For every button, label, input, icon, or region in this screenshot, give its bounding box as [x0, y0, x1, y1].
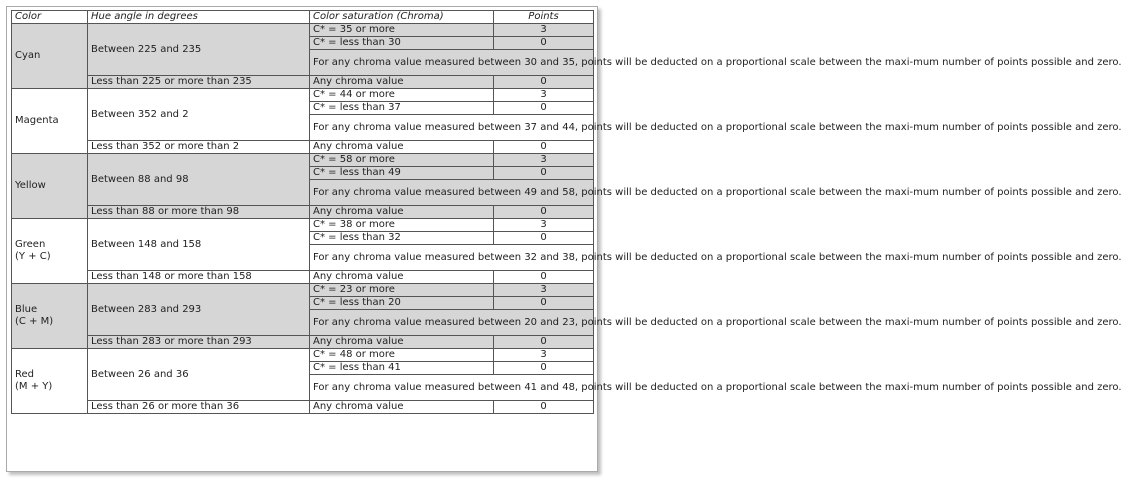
table-row: [12, 154, 594, 167]
deduction-note: For any chroma value measured between 20 and 23, points will be deducted on a proportional scale between the maxi-mum number of points possible and zero.: [310, 310, 594, 336]
table-row: [12, 271, 594, 284]
chroma-condition: C* = less than 30: [310, 37, 494, 50]
color-name-cell: [12, 284, 88, 349]
hue-out-range: Less than 283 or more than 293: [88, 336, 310, 349]
header-row: [12, 11, 594, 24]
points-value: 0: [494, 297, 594, 310]
chroma-condition: Any chroma value: [310, 76, 494, 89]
table-row: [12, 349, 594, 362]
chroma-condition: Any chroma value: [310, 206, 494, 219]
hue-in-range: Between 26 and 36: [88, 349, 310, 401]
color-name: Red: [15, 369, 34, 380]
table-row: [12, 89, 594, 102]
chroma-condition: C* = 23 or more: [310, 284, 494, 297]
hue-in-range: Between 88 and 98: [88, 154, 310, 206]
deduction-note: For any chroma value measured between 49 and 58, points will be deducted on a proportional scale between the maxi-mum number of points possible and zero.: [310, 180, 594, 206]
color-name-cell: [12, 89, 88, 154]
points-value: 3: [494, 284, 594, 297]
color-name-cell: [12, 24, 88, 89]
color-name: Yellow: [15, 180, 46, 191]
hue-out-range: Less than 26 or more than 36: [88, 401, 310, 414]
hue-out-range: Less than 88 or more than 98: [88, 206, 310, 219]
points-value: 0: [494, 401, 594, 414]
color-name-cell: [12, 349, 88, 414]
deduction-note: For any chroma value measured between 37 and 44, points will be deducted on a proportional scale between the maxi-mum number of points possible and zero.: [310, 115, 594, 141]
color-name: Blue: [15, 304, 38, 315]
table-row: [12, 219, 594, 232]
points-value: 0: [494, 76, 594, 89]
chroma-condition: C* = 58 or more: [310, 154, 494, 167]
deduction-note: For any chroma value measured between 30 and 35, points will be deducted on a proportional scale between the maxi-mum number of points possible and zero.: [310, 50, 594, 76]
table-row: [12, 24, 594, 37]
chroma-condition: C* = less than 20: [310, 297, 494, 310]
points-value: 0: [494, 37, 594, 50]
table-frame: [6, 6, 1122, 472]
chroma-condition: C* = less than 32: [310, 232, 494, 245]
color-name-cell: [12, 154, 88, 219]
points-value: 3: [494, 349, 594, 362]
deduction-note: For any chroma value measured between 32 and 38, points will be deducted on a proportional scale between the maxi-mum number of points possible and zero.: [310, 245, 594, 271]
header-chroma: Color saturation (Chroma): [310, 11, 494, 24]
points-value: 0: [494, 232, 594, 245]
table-row: [12, 401, 594, 414]
chroma-condition: Any chroma value: [310, 271, 494, 284]
chroma-condition: C* = 44 or more: [310, 89, 494, 102]
points-value: 0: [494, 206, 594, 219]
chroma-condition: C* = 35 or more: [310, 24, 494, 37]
hue-out-range: Less than 225 or more than 235: [88, 76, 310, 89]
table-row: [12, 141, 594, 154]
hue-in-range: Between 225 and 235: [88, 24, 310, 76]
table-body: [12, 24, 1122, 414]
chroma-condition: Any chroma value: [310, 336, 494, 349]
chroma-condition: C* = 38 or more: [310, 219, 494, 232]
points-value: 0: [494, 141, 594, 154]
hue-in-range: Between 283 and 293: [88, 284, 310, 336]
deduction-note: For any chroma value measured between 41 and 48, points will be deducted on a proportional scale between the maxi-mum number of points possible and zero.: [310, 375, 594, 401]
points-value: 3: [494, 219, 594, 232]
color-formula: (M + Y): [15, 381, 53, 392]
points-value: 0: [494, 167, 594, 180]
color-name-cell: [12, 219, 88, 284]
hue-out-range: Less than 148 or more than 158: [88, 271, 310, 284]
table-row: [12, 206, 594, 219]
table-row: [12, 284, 594, 297]
hue-in-range: Between 352 and 2: [88, 89, 310, 141]
color-name: Green: [15, 239, 46, 250]
chroma-condition: C* = 48 or more: [310, 349, 494, 362]
points-value: 0: [494, 362, 594, 375]
hue-in-range: Between 148 and 158: [88, 219, 310, 271]
chroma-condition: C* = less than 37: [310, 102, 494, 115]
hue-out-range: Less than 352 or more than 2: [88, 141, 310, 154]
chroma-points-table: [11, 10, 1122, 414]
points-value: 3: [494, 154, 594, 167]
color-formula: (C + M): [15, 316, 54, 327]
color-name: Cyan: [15, 50, 41, 61]
points-value: 0: [494, 271, 594, 284]
table-row: [12, 336, 594, 349]
chroma-condition: Any chroma value: [310, 141, 494, 154]
points-value: 0: [494, 102, 594, 115]
color-formula: (Y + C): [15, 251, 51, 262]
chroma-condition: C* = less than 49: [310, 167, 494, 180]
color-name: Magenta: [15, 115, 59, 126]
header-points: Points: [494, 11, 594, 24]
points-value: 3: [494, 24, 594, 37]
points-value: 3: [494, 89, 594, 102]
chroma-condition: C* = less than 41: [310, 362, 494, 375]
table-row: [12, 76, 594, 89]
header-color: Color: [12, 11, 88, 24]
chroma-condition: Any chroma value: [310, 401, 494, 414]
points-value: 0: [494, 336, 594, 349]
header-hue: Hue angle in degrees: [88, 11, 310, 24]
